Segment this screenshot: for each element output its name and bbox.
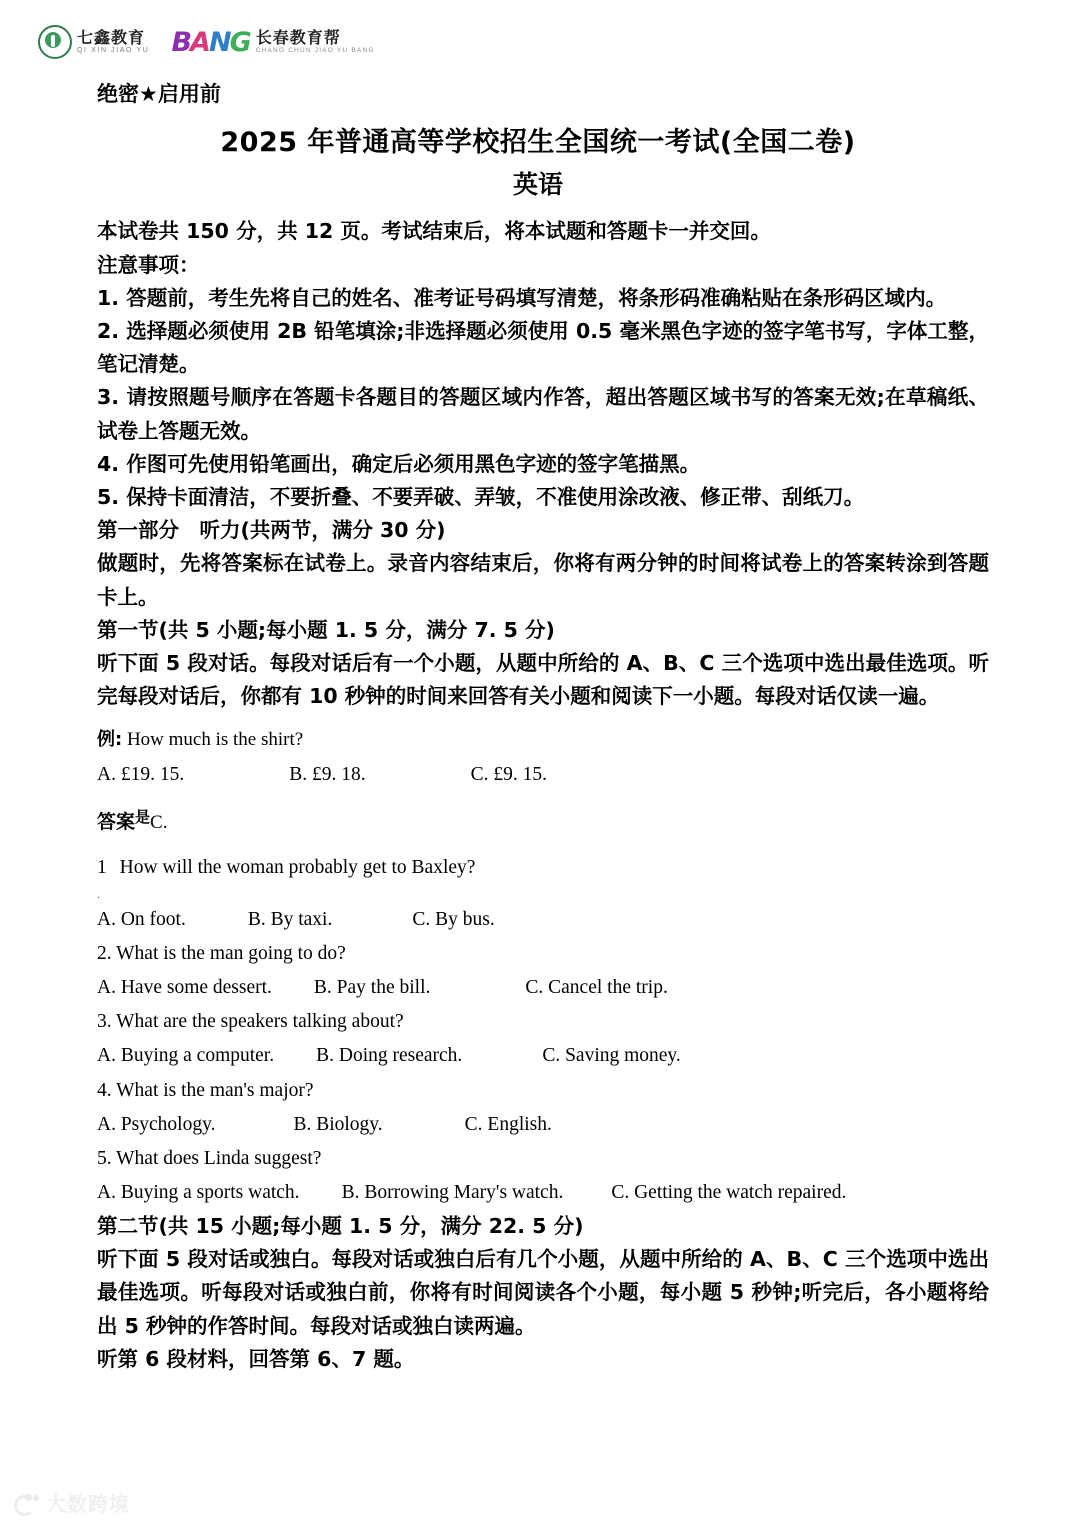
- question-4-option-a: A. Psychology.: [97, 1113, 216, 1135]
- example-answer-shi: 是: [135, 807, 151, 826]
- question-5-option-a: A. Buying a sports watch.: [97, 1181, 300, 1203]
- section-two-instructions: 听下面 5 段对话或独白。每段对话或独白后有几个小题，从题中所给的 A、B、C 三个选项中选出最佳选项。听每段对话或独白前，你将有时间阅读各个小题，每小题 5 秒钟;听完后，各小题将给出 5 秒钟的作答时间。每段对话或独白读两遍。: [97, 1247, 989, 1338]
- question-5-number: 5.: [97, 1147, 112, 1169]
- example-question: [97, 723, 989, 757]
- example-option-a: A. £19. 15.: [97, 763, 185, 785]
- question-2: [97, 937, 989, 971]
- notice-item-1: 1. 答题前，考生先将自己的姓名、准考证号码填写清楚，将条形码准确粘贴在条形码区域内。: [97, 285, 947, 310]
- question-4-option-b: B. Biology.: [293, 1113, 383, 1135]
- subject-title: 英语: [512, 169, 563, 199]
- section-two-heading: 第二节(共 15 小题;每小题 1. 5 分，满分 22. 5 分): [97, 1214, 584, 1239]
- notice-item-3: 3. 请按照题号顺序在答题卡各题目的答题区域内作答，超出答题区域书写的答案无效;在草稿纸、试卷上答题无效。: [97, 385, 989, 443]
- section-two-material-line: 听第 6 段材料，回答第 6、7 题。: [97, 1346, 415, 1371]
- question-3: [97, 1005, 989, 1039]
- question-5-options: [97, 1176, 989, 1210]
- bang-education-logo: [171, 26, 375, 58]
- bang-letter-a: A: [190, 26, 209, 58]
- example-answer: [97, 792, 989, 841]
- example-option-b: B. £9. 18.: [289, 763, 366, 785]
- question-1-option-a: A. On foot.: [97, 908, 186, 930]
- publisher-logo-bar: [38, 22, 375, 62]
- question-4-text: What is the man's major?: [116, 1079, 314, 1101]
- question-3-option-a: A. Buying a computer.: [97, 1045, 275, 1067]
- bang-logo-cn: 长春教育帮: [255, 27, 341, 47]
- question-5-option-b: B. Borrowing Mary's watch.: [341, 1181, 564, 1203]
- question-2-number: 2.: [97, 943, 112, 965]
- question-4: [97, 1074, 989, 1108]
- notice-item-4: 4. 作图可先使用铅笔画出，确定后必须用黑色字迹的签字笔描黑。: [97, 451, 701, 476]
- notice-heading: 注意事项：: [97, 252, 200, 277]
- question-3-number: 3.: [97, 1011, 112, 1033]
- qixin-logo-cn: 七鑫教育: [77, 28, 146, 47]
- example-question-text: How much is the shirt?: [126, 729, 304, 751]
- example-label: 例:: [97, 729, 123, 751]
- bang-logo-pinyin: CHANG CHUN JIAO YU BANG: [255, 46, 375, 54]
- secret-notice: 绝密★启用前: [97, 82, 221, 106]
- qixin-education-logo: [38, 25, 149, 59]
- question-5-text: What does Linda suggest?: [116, 1147, 322, 1169]
- question-1-option-b: B. By taxi.: [247, 908, 333, 930]
- section-one-heading: 第一节(共 5 小题;每小题 1. 5 分，满分 7. 5 分): [97, 617, 555, 642]
- document-body: [97, 82, 989, 1376]
- example-option-row: [97, 758, 989, 792]
- part-one-intro: 做题时，先将答案标在试卷上。录音内容结束后，你将有两分钟的时间将试卷上的答案转涂到答题卡上。: [97, 551, 989, 609]
- question-2-text: What is the man going to do?: [116, 943, 346, 965]
- notice-item-2: 2. 选择题必须使用 2B 铅笔填涂;非选择题必须使用 0.5 毫米黑色字迹的签字笔书写，字体工整，笔记清楚。: [97, 318, 989, 377]
- watermark-text: 大数跨境: [46, 1492, 130, 1516]
- bang-logo-icon: [171, 26, 250, 58]
- question-2-option-a: A. Have some dessert.: [97, 977, 272, 999]
- question-3-options: [97, 1039, 989, 1073]
- question-2-option-b: B. Pay the bill.: [313, 977, 431, 999]
- question-4-options: [97, 1108, 989, 1142]
- question-2-option-c: C. Cancel the trip.: [525, 977, 668, 999]
- question-1-text: How will the woman probably get to Baxley?: [119, 856, 476, 878]
- question-1-option-c: C. By bus.: [412, 908, 495, 930]
- question-1-options: [97, 903, 989, 937]
- example-option-c: C. £9. 15.: [470, 763, 547, 785]
- question-3-option-b: B. Doing research.: [316, 1045, 463, 1067]
- qixin-seal-icon: [38, 25, 72, 59]
- qixin-logo-pinyin: QI XIN JIAO YU: [77, 47, 150, 54]
- question-2-options: [97, 971, 989, 1005]
- question-5-option-c: C. Getting the watch repaired.: [611, 1181, 847, 1203]
- example-answer-prefix: 答案: [97, 810, 136, 833]
- example-answer-value: C.: [150, 811, 168, 833]
- bang-letter-g: G: [229, 26, 250, 58]
- question-1-number: 1: [97, 856, 107, 878]
- question-4-option-c: C. English.: [464, 1113, 552, 1135]
- page-title: 2025 年普通高等学校招生全国统一考试(全国二卷): [220, 127, 856, 159]
- question-5: [97, 1142, 989, 1176]
- question-4-number: 4.: [97, 1079, 112, 1101]
- bang-letter-n: N: [208, 26, 230, 58]
- question-3-text: What are the speakers talking about?: [116, 1011, 404, 1033]
- notice-item-5: 5. 保持卡面清洁，不要折叠、不要弄破、弄皱，不准使用涂改液、修正带、刮纸刀。: [97, 485, 865, 509]
- dashu-kuajing-logo-icon: [14, 1492, 40, 1514]
- question-1: [97, 851, 989, 885]
- question-3-option-c: C. Saving money.: [542, 1045, 681, 1067]
- part-one-heading: 第一部分 听力(共两节，满分 30 分): [97, 518, 446, 543]
- site-watermark: [14, 1488, 130, 1517]
- total-score-line: 本试卷共 150 分，共 12 页。考试结束后，将本试题和答题卡一并交回。: [97, 219, 771, 244]
- section-one-instructions: 听下面 5 段对话。每段对话后有一个小题，从题中所给的 A、B、C 三个选项中选出最佳选项。听完每段对话后，你都有 10 秒钟的时间来回答有关小题和阅读下一小题。每段对话仅读一遍。: [97, 651, 989, 709]
- bang-letter-b: B: [171, 26, 191, 58]
